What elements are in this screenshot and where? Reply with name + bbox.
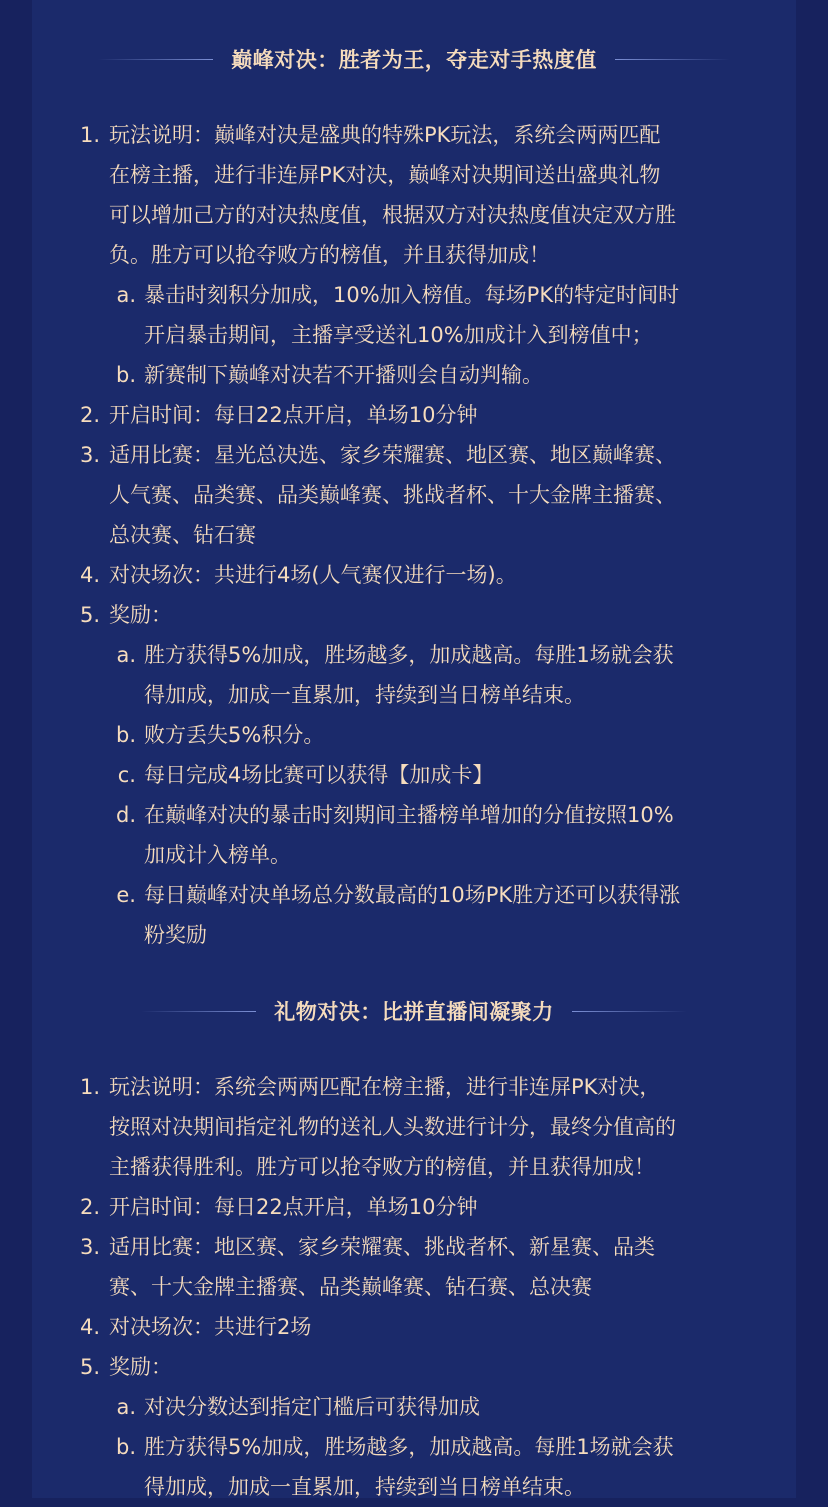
list-marker: a. <box>116 1395 136 1419</box>
sub-rule-line <box>32 875 796 915</box>
rule-text: 可以增加己方的对决热度值，根据双方对决热度值决定双方胜 <box>109 203 676 227</box>
list-marker: a. <box>116 283 136 307</box>
sub-rule-line <box>32 715 796 755</box>
list-marker: 4. <box>79 563 100 587</box>
rule-line <box>32 155 796 195</box>
rule-text: 加成计入榜单。 <box>144 843 291 867</box>
rule-line <box>32 1067 796 1107</box>
list-marker: b. <box>115 363 136 387</box>
section-title: 礼物对决：比拼直播间凝聚力 <box>274 1000 554 1024</box>
sub-rule-line <box>32 795 796 835</box>
sub-rule-line <box>32 755 796 795</box>
sub-rule-line <box>32 835 796 875</box>
rule-line <box>32 115 796 155</box>
rule-line <box>32 1267 796 1307</box>
rule-line <box>32 515 796 555</box>
rule-text: 胜方获得5%加成，胜场越多，加成越高。每胜1场就会获 <box>144 643 674 667</box>
rule-line <box>32 1347 796 1387</box>
rule-text: 在巅峰对决的暴击时刻期间主播榜单增加的分值按照10% <box>144 803 674 827</box>
rule-line <box>32 555 796 595</box>
list-marker: b. <box>115 723 136 747</box>
rule-text: 暴击时刻积分加成，10%加入榜值。每场PK的特定时间时 <box>144 283 680 307</box>
rule-text: 适用比赛：星光总决选、家乡荣耀赛、地区赛、地区巅峰赛、 <box>109 443 676 467</box>
sub-rule-line <box>32 1467 796 1507</box>
rule-text: 每日完成4场比赛可以获得【加成卡】 <box>144 763 494 787</box>
rule-line <box>32 595 796 635</box>
sub-rule-line <box>32 315 796 355</box>
rule-text: 新赛制下巅峰对决若不开播则会自动判输。 <box>144 363 543 387</box>
list-marker: 2. <box>79 1195 100 1219</box>
list-marker: 4. <box>79 1315 100 1339</box>
rule-text: 赛、十大金牌主播赛、品类巅峰赛、钻石赛、总决赛 <box>109 1275 592 1299</box>
list-marker: c. <box>117 763 136 787</box>
rule-line <box>32 195 796 235</box>
rule-line <box>32 1187 796 1227</box>
rule-text: 主播获得胜利。胜方可以抢夺败方的榜值，并且获得加成！ <box>109 1155 655 1179</box>
rule-text: 人气赛、品类赛、品类巅峰赛、挑战者杯、十大金牌主播赛、 <box>109 483 676 507</box>
rule-text: 得加成，加成一直累加，持续到当日榜单结束。 <box>144 1475 585 1499</box>
rule-text: 开启时间：每日22点开启，单场10分钟 <box>109 403 478 427</box>
sub-rule-line <box>32 1387 796 1427</box>
title-divider-right <box>615 59 730 60</box>
rule-line <box>32 1147 796 1187</box>
list-marker: a. <box>116 643 136 667</box>
rule-text: 开启暴击期间，主播享受送礼10%加成计入到榜值中； <box>144 323 653 347</box>
sub-rule-line <box>32 355 796 395</box>
list-marker: d. <box>115 803 136 827</box>
rule-line <box>32 475 796 515</box>
section-title: 巅峰对决：胜者为王，夺走对手热度值 <box>231 48 597 72</box>
rule-text: 得加成，加成一直累加，持续到当日榜单结束。 <box>144 683 585 707</box>
list-marker: 1. <box>79 123 100 147</box>
rule-text: 玩法说明：巅峰对决是盛典的特殊PK玩法，系统会两两匹配 <box>109 123 661 147</box>
rule-text: 玩法说明：系统会两两匹配在榜主播，进行非连屏PK对决， <box>109 1075 661 1099</box>
rule-text: 奖励： <box>109 603 172 627</box>
section-title-bar <box>32 39 796 79</box>
rule-text: 按照对决期间指定礼物的送礼人头数进行计分，最终分值高的 <box>109 1115 676 1139</box>
rule-line <box>32 1107 796 1147</box>
rule-line <box>32 395 796 435</box>
section-title-bar <box>32 991 796 1031</box>
title-divider-left <box>98 59 213 60</box>
rule-text: 对决场次：共进行2场 <box>109 1315 312 1339</box>
rules-panel <box>32 0 796 1498</box>
rule-text: 开启时间：每日22点开启，单场10分钟 <box>109 1195 478 1219</box>
list-marker: 3. <box>79 443 100 467</box>
rule-text: 负。胜方可以抢夺败方的榜值，并且获得加成！ <box>109 243 550 267</box>
rule-line <box>32 1227 796 1267</box>
list-marker: b. <box>115 1435 136 1459</box>
rule-line <box>32 235 796 275</box>
rule-text: 总决赛、钻石赛 <box>109 523 256 547</box>
list-marker: 2. <box>79 403 100 427</box>
rule-line <box>32 1307 796 1347</box>
list-marker: 3. <box>79 1235 100 1259</box>
title-divider-left <box>141 1011 256 1012</box>
rule-line <box>32 435 796 475</box>
sub-rule-line <box>32 675 796 715</box>
list-marker: 5. <box>79 603 100 627</box>
title-divider-right <box>572 1011 687 1012</box>
rule-text: 胜方获得5%加成，胜场越多，加成越高。每胜1场就会获 <box>144 1435 674 1459</box>
list-marker: 1. <box>79 1075 100 1099</box>
rule-text: 适用比赛：地区赛、家乡荣耀赛、挑战者杯、新星赛、品类 <box>109 1235 655 1259</box>
rule-text: 粉奖励 <box>144 923 207 947</box>
rule-text: 在榜主播，进行非连屏PK对决，巅峰对决期间送出盛典礼物 <box>109 163 661 187</box>
sub-rule-line <box>32 635 796 675</box>
list-marker: 5. <box>79 1355 100 1379</box>
rule-text: 对决分数达到指定门槛后可获得加成 <box>144 1395 480 1419</box>
rule-text: 每日巅峰对决单场总分数最高的10场PK胜方还可以获得涨 <box>144 883 681 907</box>
sub-rule-line <box>32 1427 796 1467</box>
rule-text: 奖励： <box>109 1355 172 1379</box>
rule-text: 败方丢失5%积分。 <box>144 723 325 747</box>
list-marker: e. <box>116 883 136 907</box>
sub-rule-line <box>32 915 796 955</box>
rule-text: 对决场次：共进行4场(人气赛仅进行一场)。 <box>109 563 517 587</box>
sub-rule-line <box>32 275 796 315</box>
